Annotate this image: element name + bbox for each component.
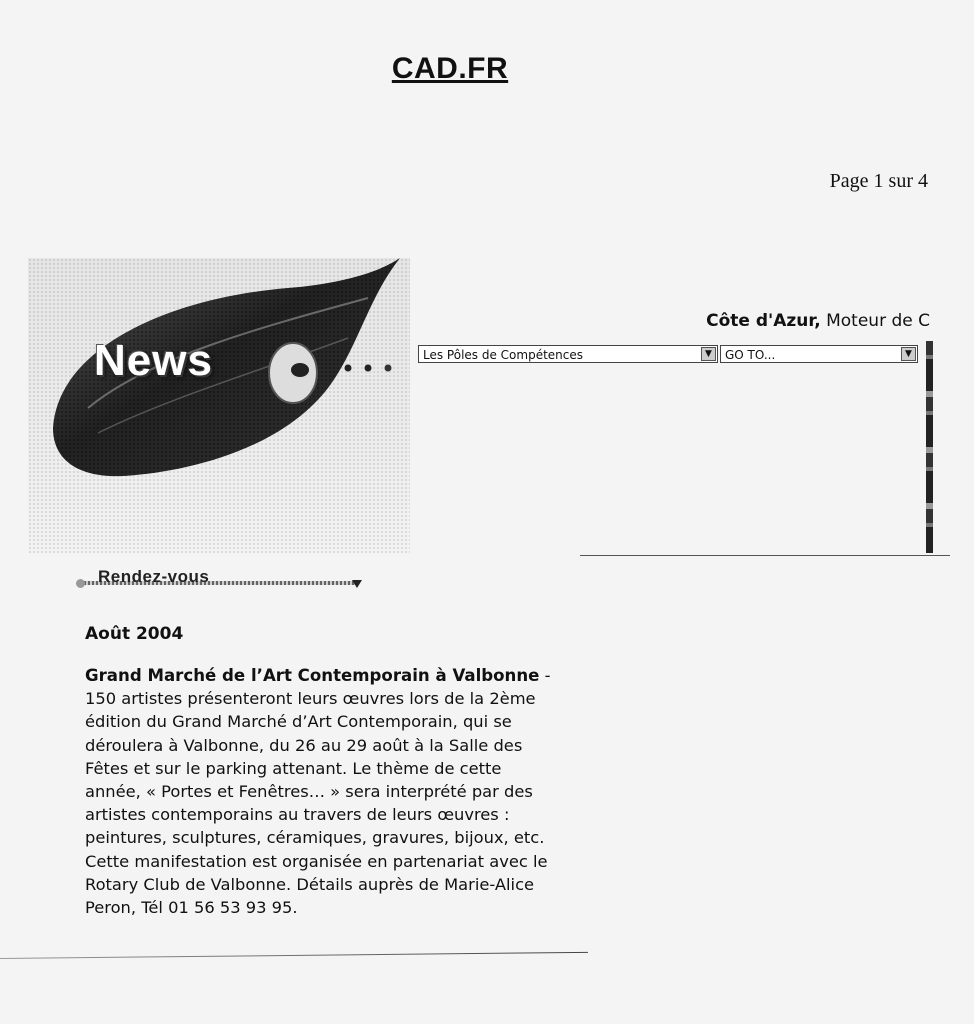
bullet-dot-icon xyxy=(76,579,85,588)
site-title: CAD.FR xyxy=(391,52,509,85)
divider xyxy=(580,555,950,556)
right-edge-scrollbar[interactable] xyxy=(926,341,933,553)
section-header-rendez-vous xyxy=(80,567,360,589)
page-count: Page 1 sur 4 xyxy=(829,170,928,192)
leaf-swoosh-graphic xyxy=(28,258,410,553)
chevron-down-icon[interactable]: ▼ xyxy=(701,347,716,361)
divider xyxy=(0,952,588,959)
article-headline: Grand Marché de l’Art Contemporain à Valbonne xyxy=(85,666,540,685)
news-logo-text: News xyxy=(94,336,213,385)
section-label: Rendez-vous xyxy=(98,567,210,586)
chevron-down-icon[interactable]: ▼ xyxy=(901,347,916,361)
goto-select[interactable] xyxy=(720,345,918,363)
poles-competences-select[interactable] xyxy=(418,345,718,363)
article-body: - 150 artistes présenteront leurs œuvres lors de la 2ème édition du Grand Marché d’Art Contemporain, qui se déroulera à Valbonne, du 26 au 29 août à la Salle des Fêtes et sur le parking attenant. Le thème de cette année, « Portes et Fenêtres… » sera interprété par des artistes contemporains au travers de leurs œuvres : peintures, sculptures, céramiques, gravures, bijoux, etc. Cette manifestation est organisée en partenariat avec le Rotary Club de Valbonne. Détails auprès de Marie-Alice Peron, Tél 01 56 53 93 95. xyxy=(85,666,551,918)
news-banner xyxy=(28,258,410,553)
article-month: Août 2004 xyxy=(85,624,184,644)
triangle-down-icon xyxy=(352,580,362,588)
region-name: Côte d'Azur, xyxy=(706,311,821,331)
article-text xyxy=(85,664,560,919)
region-heading xyxy=(560,311,930,331)
goto-select-value: GO TO... xyxy=(725,348,776,362)
poles-select-value: Les Pôles de Compétences xyxy=(423,348,584,362)
region-subtitle: Moteur de C xyxy=(820,311,930,331)
